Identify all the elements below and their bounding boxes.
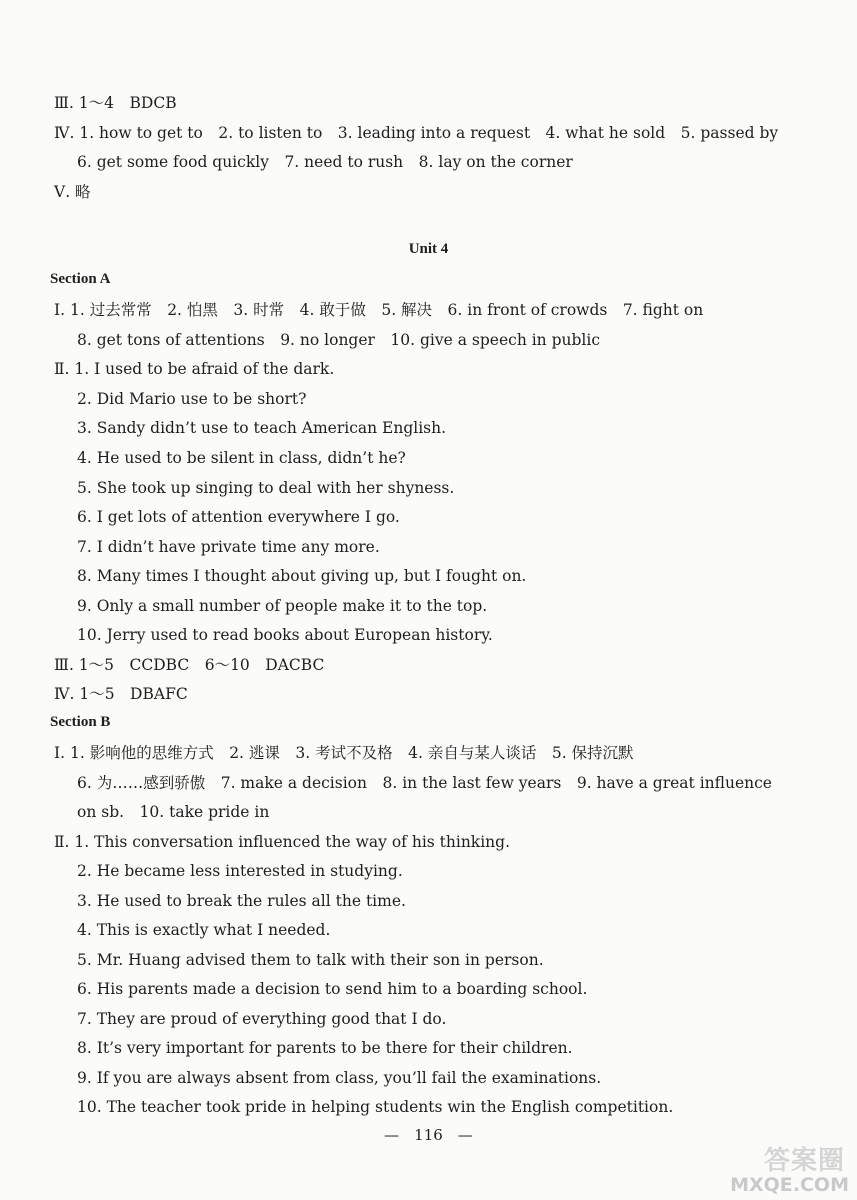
section-a-heading: Section A xyxy=(50,271,111,287)
section-b-part-ii-item: 7. They are proud of everything good that I do. xyxy=(77,1010,447,1028)
section-b-part-ii-item1: Ⅱ. 1. This conversation influenced the way of his thinking. xyxy=(54,833,510,851)
section-b-part-ii-item: 4. This is exactly what I needed. xyxy=(77,921,331,939)
part-v-answers: Ⅴ. 略 xyxy=(54,183,91,201)
section-a-part-iii: Ⅲ. 1～5 CCDBC 6～10 DACBC xyxy=(54,656,325,674)
section-b-part-ii-item: 2. He became less interested in studying. xyxy=(77,862,403,880)
section-a-part-ii-item: 10. Jerry used to read books about European history. xyxy=(77,626,493,644)
section-a-part-ii-item: 4. He used to be silent in class, didn’t he? xyxy=(77,449,406,467)
section-b-part-ii-item: 9. If you are always absent from class, you’ll fail the examinations. xyxy=(77,1069,602,1087)
page-number: — 116 — xyxy=(384,1126,473,1144)
section-b-part-ii-item: 8. It’s very important for parents to be there for their children. xyxy=(77,1039,573,1057)
section-b-heading: Section B xyxy=(50,714,111,730)
section-a-part-ii-item: 9. Only a small number of people make it to the top. xyxy=(77,597,488,615)
section-a-part-iv: Ⅳ. 1～5 DBAFC xyxy=(54,685,188,703)
section-a-part-ii-item: 3. Sandy didn’t use to teach American English. xyxy=(77,419,447,437)
section-b-part-i-line2: 6. 为……感到骄傲 7. make a decision 8. in the last few years 9. have a great influence xyxy=(77,774,772,792)
section-b-part-i-line3: on sb. 10. take pride in xyxy=(77,803,270,821)
section-a-part-i-line2: 8. get tons of attentions 9. no longer 10. give a speech in public xyxy=(77,331,601,349)
section-b-part-ii-item: 5. Mr. Huang advised them to talk with their son in person. xyxy=(77,951,544,969)
watermark-bottom-text: MXQE.COM xyxy=(730,1174,849,1196)
section-b-part-ii-item: 10. The teacher took pride in helping students win the English competition. xyxy=(77,1098,674,1116)
part-iii-answers: Ⅲ. 1～4 BDCB xyxy=(54,94,177,112)
section-a-part-ii-item: 2. Did Mario use to be short? xyxy=(77,390,307,408)
part-iv-answers-line2: 6. get some food quickly 7. need to rush 8. lay on the corner xyxy=(77,153,573,171)
section-a-part-ii-item: 8. Many times I thought about giving up, but I fought on. xyxy=(77,567,527,585)
part-iv-answers-line1: Ⅳ. 1. how to get to 2. to listen to 3. leading into a request 4. what he sold 5. passed by xyxy=(54,124,779,142)
section-a-part-ii-item1: Ⅱ. 1. I used to be afraid of the dark. xyxy=(54,360,335,378)
section-a-part-ii-item: 6. I get lots of attention everywhere I go. xyxy=(77,508,400,526)
section-b-part-ii-item: 6. His parents made a decision to send him to a boarding school. xyxy=(77,980,588,998)
section-a-part-i-line1: Ⅰ. 1. 过去常常 2. 怕黑 3. 时常 4. 敢于做 5. 解决 6. in front of crowds 7. fight on xyxy=(54,301,704,319)
unit-title: Unit 4 xyxy=(408,241,449,257)
section-b-part-ii-item: 3. He used to break the rules all the time. xyxy=(77,892,406,910)
watermark-top-text: 答案圈 xyxy=(763,1146,845,1176)
section-a-part-ii-item: 5. She took up singing to deal with her shyness. xyxy=(77,479,455,497)
section-a-part-ii-item: 7. I didn’t have private time any more. xyxy=(77,538,380,556)
watermark-logo xyxy=(719,1136,849,1196)
section-b-part-i-line1: Ⅰ. 1. 影响他的思维方式 2. 逃课 3. 考试不及格 4. 亲自与某人谈话 5. 保持沉默 xyxy=(54,744,634,762)
